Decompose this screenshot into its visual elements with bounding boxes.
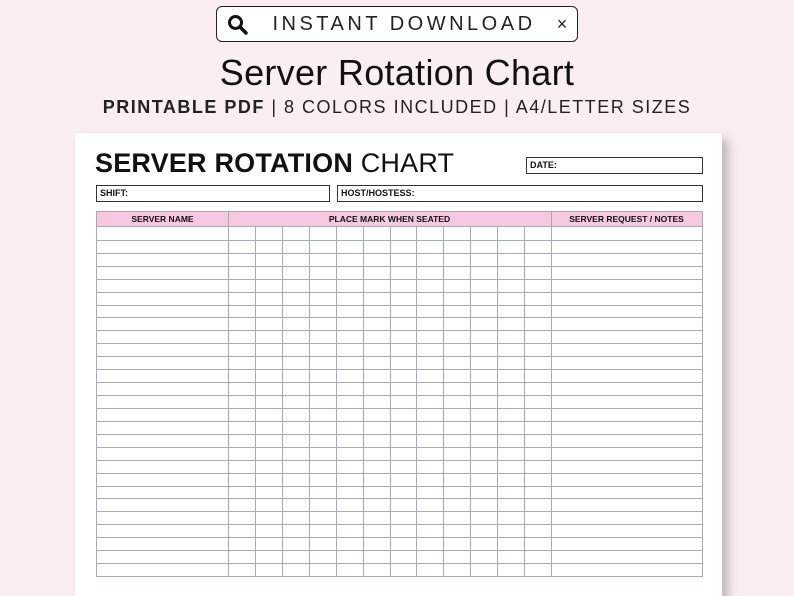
document-title-rest: CHART — [353, 148, 455, 178]
table-row-line — [97, 369, 702, 370]
date-field[interactable] — [526, 157, 703, 174]
host-field[interactable] — [337, 185, 703, 202]
page-title: Server Rotation Chart — [219, 52, 575, 93]
table-row-line — [97, 511, 702, 512]
subtitle-rest: | 8 COLORS INCLUDED | A4/LETTER SIZES — [264, 97, 692, 117]
shift-label: SHIFT: — [100, 188, 128, 198]
document-title-bold: SERVER ROTATION — [95, 148, 354, 178]
table-row-line — [97, 486, 702, 487]
table-row-line — [97, 563, 702, 564]
date-label: DATE: — [530, 160, 557, 170]
table-row-line — [97, 524, 702, 525]
search-text[interactable]: INSTANT DOWNLOAD — [272, 12, 536, 35]
table-row-line — [97, 382, 702, 383]
shift-field[interactable] — [96, 185, 330, 202]
header-place-mark: PLACE MARK WHEN SEATED — [228, 212, 551, 227]
table-row-line — [97, 421, 702, 422]
header-notes: SERVER REQUEST / NOTES — [551, 212, 702, 227]
table-row-line — [97, 447, 702, 448]
close-icon[interactable]: × — [556, 14, 568, 34]
table-row-line — [97, 343, 702, 344]
table-row-line — [97, 395, 702, 396]
document-sheet — [75, 133, 722, 596]
rotation-grid — [96, 211, 703, 577]
search-icon[interactable] — [217, 6, 261, 42]
document-title — [95, 148, 454, 179]
table-row-line — [97, 305, 702, 306]
search-bar[interactable] — [216, 6, 578, 42]
table-row-line — [97, 460, 702, 461]
table-row-line — [97, 292, 702, 293]
table-row-line — [97, 537, 702, 538]
table-row-line — [97, 240, 702, 241]
table-row-line — [97, 550, 702, 551]
table-row-line — [97, 330, 702, 331]
table-row-line — [97, 498, 702, 499]
header-server-name: SERVER NAME — [97, 212, 228, 227]
table-row-line — [97, 253, 702, 254]
table-row-line — [97, 266, 702, 267]
table-row-line — [97, 434, 702, 435]
table-row-line — [97, 356, 702, 357]
page-subtitle — [0, 97, 794, 118]
table-row-line — [97, 279, 702, 280]
table-row-line — [97, 473, 702, 474]
table-row-line — [97, 408, 702, 409]
subtitle-bold: PRINTABLE PDF — [102, 97, 265, 117]
host-label: HOST/HOSTESS: — [341, 188, 415, 198]
table-row-line — [97, 317, 702, 318]
